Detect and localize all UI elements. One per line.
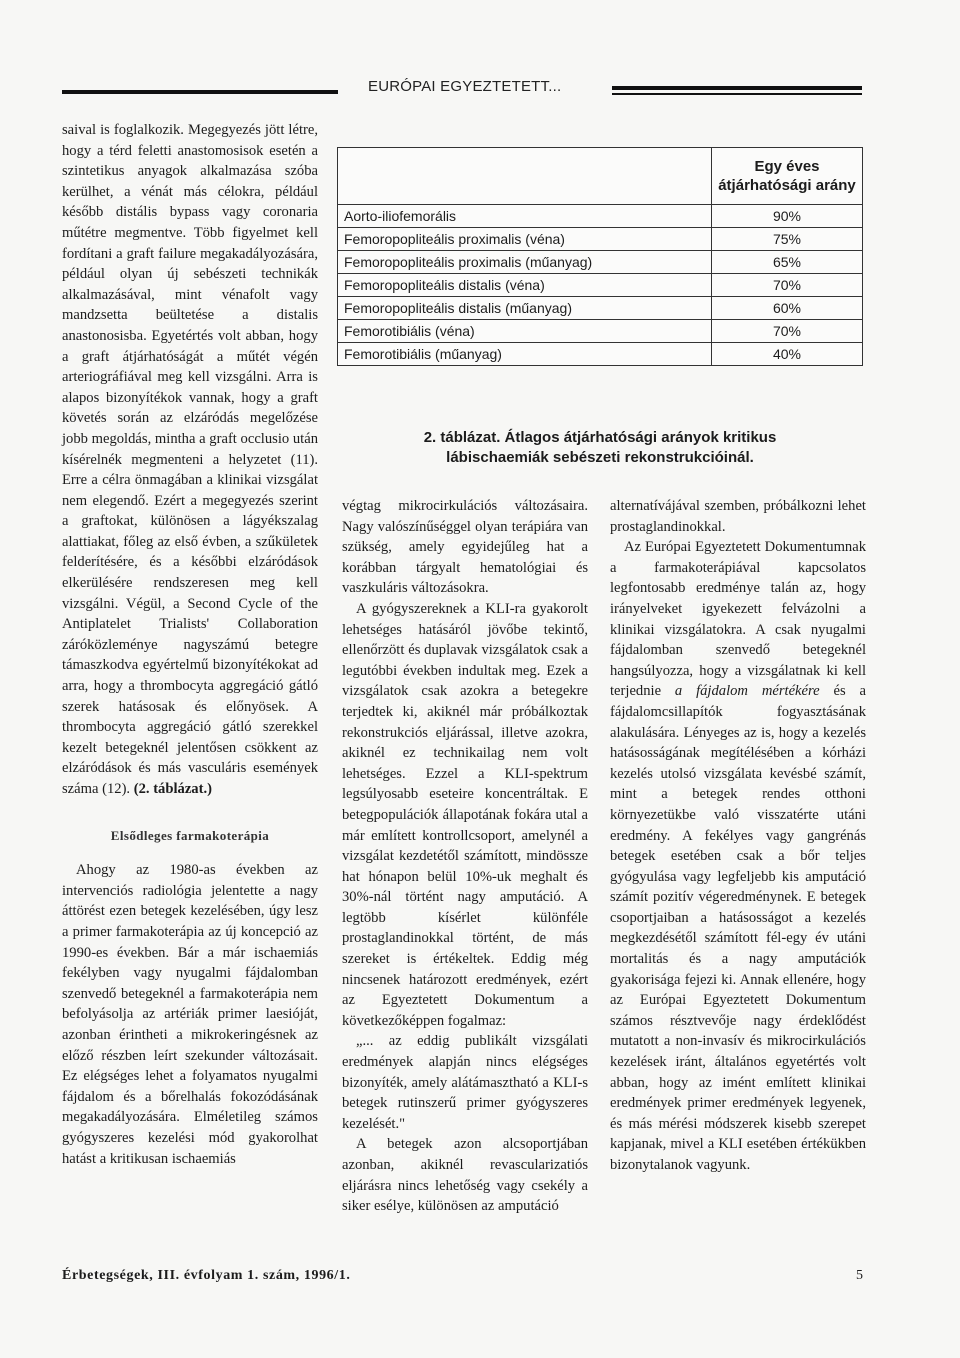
header-rule-left (62, 90, 338, 94)
caption-line: lábischaemiák sebészeti rekonstrukcióinál. (446, 449, 754, 466)
row-label: Femorotibiális (véna) (338, 320, 712, 343)
patency-table (337, 147, 863, 366)
row-label: Aorto-iliofemorális (338, 205, 712, 228)
paragraph: saival is foglalkozik. Megegyezés jött létre, hogy a térd feletti anastomosisok esetén a szintetikus anyagok alkalmazása szóba kerülhet, a vénát más célokra, például később distális bypass vagy coronaria műtétre megmentve. Több figyelmet kell fordítani a graft failure megakadályozására, például olyan új sebészeti technikák alkalmazásával, mint vénafolt vagy mandzsetta beültetése a distalis anastonosisba. Egyetértés volt abban, hogy a graft átjárhatóságát a műtét végén arteriográfiával meg kell vizsgálni. Arra is alapos bizonyítékok vannak, hogy a graft követés során az elzáródás megelőzése jobb megoldás, mintha a graft occlusio után kísérelnék megmenteni a helyzetet (11). Erre a célra önmagában a klinikai vizsgálat nem elegendő. Ezért a megegyezés szerint a graftokat, különösen a lágyékszalag alattiakat, főleg az első évben, a szűkületek felderítésére, és a későbbi elzáródások elkerülésére rendszeresen meg kell vizsgálni. Végül, a Second Cycle of the Antiplatelet Trialists' Collaboration záróközleménye nagyszámú betegre támaszkodva egyértelmű bizonyítékokat ad arra, hogy a thrombocyta aggregáció gátló szerek hatásosak és előnyösek. A thrombocyta aggregáció gátló szerekkel kezelt betegeknél jelentősen csökkent az elzáródások és más vasculáris események száma (12). (2. táblázat.) (62, 122, 318, 797)
row-value: 60% (712, 297, 863, 320)
row-value: 70% (712, 320, 863, 343)
table-header-empty (338, 148, 712, 205)
paragraph: Ahogy az 1980-as években az intervenciós radiológia jelentette a nagy áttörést ezen betegek kezelésében, úgy lesz a primer farmakoterápia az új koncepció az 1990-es években. Bár a már ischaemiás fekélyben vagy nyugalmi fájdalomban szenvedő betegeknél a farmakoterápia nem befolyásolja az artériák primer laesióját, azonban érintheti a mikrokeringésnek az előző részben leírt szekunder változásait. Ez elégséges lehet a folyamatos nyugalmi fájdalom és a bőrelhalás fokozódásának megakadályozására. Elméletileg számos gyógyszeres kezelési mód gyakorolhat hatást a kritikusan ischaemiás (62, 862, 318, 1167)
row-value: 40% (712, 343, 863, 366)
table-row (338, 228, 863, 251)
header-rule-right-top (612, 86, 862, 90)
text-column-left (62, 120, 318, 1169)
table-row (338, 297, 863, 320)
row-value: 90% (712, 205, 863, 228)
paragraph: Az Európai Egyeztetett Dokumentumnak a farmakoterápiával kapcsolatos legfontosabb eredménye talán az, hogy irányelveket igyekezett felvázolni a klinikai vizsgálatokra. A csak nyugalmi fájdalomban szenvedő betegeknél hangsúlyozza, hogy a vizsgálatnak ki kell terjednie a fájdalom mértékére és a fájdalomcsillapítók fogyasztásának alakulására. Lényeges az is, hogy a kezelés hatásosságának megítélésében a kórházi kezelés utolsó vizsgálata kevésbé számít, mint a betegek rendes otthoni környezetükbe való visszatérte utáni eredmény. A fekélyes vagy gangrénás betegek esetében csak a bőr teljes gyógyulása vagy legfeljebb kis amputáció számít pozitív végeredménynek. E betegek csoportjaiban a hatásosságot a kezelés megkezdésétől számított fél-egy év utáni mortalitás és a nagy amputációk gyakorisága fejezi ki. Annak ellenére, hogy az Európai Egyeztetett Dokumentum számos résztvevője nagy érdeklődést mutatott a non-invasív és mikrocirkulációs kezelések iránt, általános egyetértés volt abban, hogy az imént említett klinikai eredmények primer eredmények legyenek, és más mérési módszerek kisebb szerepet kapjanak, mivel a KLI esetében értékükben bizonytalanok vagyunk. (610, 539, 866, 1173)
row-value: 70% (712, 274, 863, 297)
row-label: Femoropopliteális distalis (műanyag) (338, 297, 712, 320)
section-heading: Elsődleges farmakoterápia (110, 827, 270, 843)
table-header-value: Egy éves átjárhatósági arány (712, 148, 863, 205)
table-reference: (2. táblázat.) (133, 781, 212, 797)
running-header: EURÓPAI EGYEZTETETT... (368, 78, 562, 95)
table-row (338, 274, 863, 297)
paragraph: A betegek azon alcsoportjában azonban, akiknél revascularizatiós eljárásra nincs lehetőség vagy csekély a siker esélye, különösen az amputáció (342, 1136, 588, 1215)
table-row (338, 320, 863, 343)
row-value: 75% (712, 228, 863, 251)
quote-paragraph: „... az eddig publikált vizsgálati eredmények alapján nincs elégséges bizonyíték, amely alátámasztható a KLI-s betegek rutinszerű primer gyógyszeres kezelését." (342, 1033, 588, 1132)
page-number: 5 (856, 1268, 863, 1283)
row-label: Femoropopliteális distalis (véna) (338, 274, 712, 297)
emphasis: a fájdalom mértékére (674, 683, 820, 700)
table-row (338, 251, 863, 274)
paragraph: alternatívájával szemben, próbálkozni lehet prostaglandinokkal. (610, 498, 866, 535)
paragraph: A gyógyszereknek a KLI-ra gyakorolt lehetséges hatásáról jövőbe tekintő, ellenőrzött és duplavak vizsgálatok csak a legutóbbi években indultak meg. Ezek a vizsgálatok csak azokra a betegekre terjedtek ki, akiknél már próbálkoztak rekonstrukciós eljárással, illetve azokra, akiknél ez technikailag nem volt lehetséges. Ezzel a KLI-spektrum legsúlyosabb eseteire koncentráltak. E betegpopulációk állapotának fokára utal a már említett kontrollcsoport, amelynél a vizsgálat kezdetétől számított, mindössze hat hónapon belül 10%-uk meghalt és 30%-nál történt nagy amputáció. A legtöbb kísérlet különféle prostaglandinokkal történt, de más szereket is értékeltek. Eddig még nincsenek határozott eredmények, ezért az Egyeztetett Dokumentum a következőképpen fogalmaz: (342, 600, 588, 1029)
caption-line: 2. táblázat. Átlagos átjárhatósági arányok kritikus (423, 429, 777, 446)
text-column-right (610, 496, 866, 1176)
row-label: Femoropopliteális proximalis (véna) (338, 228, 712, 251)
table-row (338, 343, 863, 366)
paragraph: végtag mikrocirkulációs változásaira. Nagy valószínűséggel olyan terápiára van szükség, amely egyidejűleg hat a korábban tárgyalt hematológiai és vaszkuláris változásokra. (342, 498, 588, 597)
text-column-middle (342, 496, 588, 1217)
row-value: 65% (712, 251, 863, 274)
header-rule-right-bottom (612, 93, 862, 95)
table-row (338, 205, 863, 228)
row-label: Femorotibiális (műanyag) (338, 343, 712, 366)
row-label: Femoropopliteális proximalis (műanyag) (338, 251, 712, 274)
journal-footer: Érbetegségek, III. évfolyam 1. szám, 1996/1. (62, 1268, 351, 1283)
table-caption (337, 428, 863, 468)
table-header-row (338, 148, 863, 205)
